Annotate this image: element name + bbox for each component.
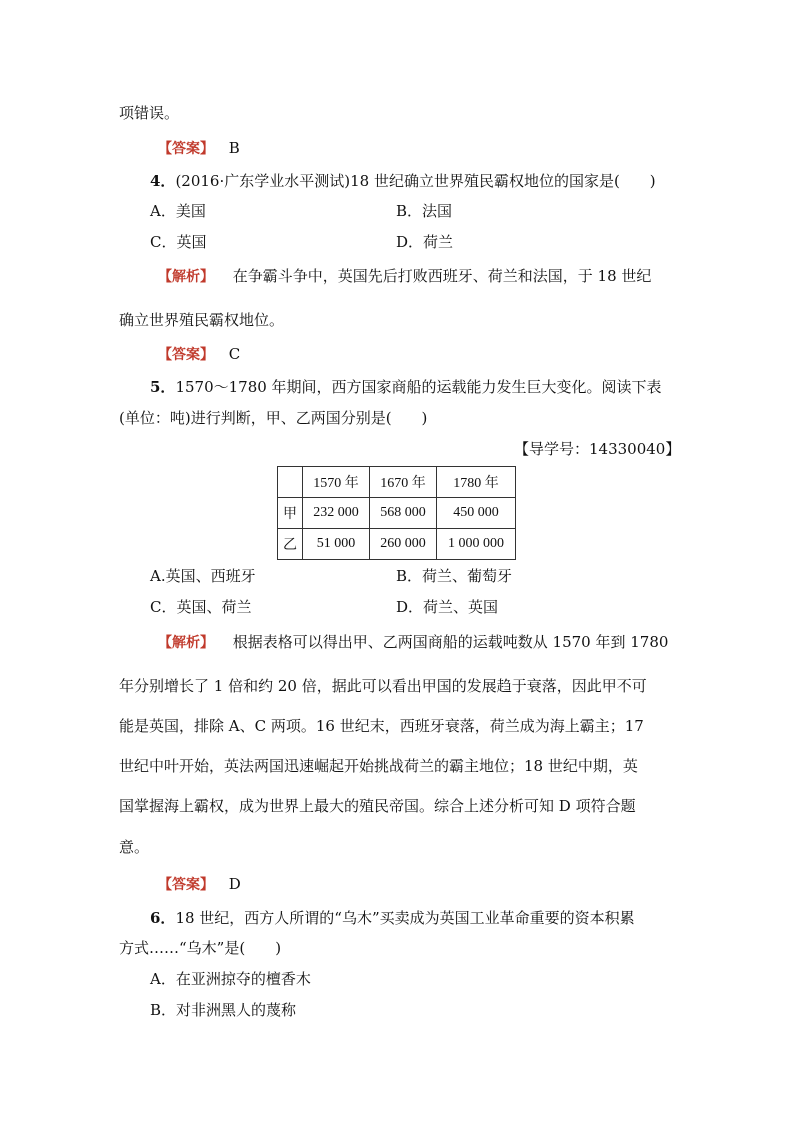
answer-value: C bbox=[228, 345, 241, 363]
option-a: A．美国 bbox=[150, 202, 206, 220]
table-cell: 260 000 bbox=[370, 529, 437, 560]
analysis-text: 年分别增长了 1 倍和约 20 倍，据此可以看出甲国的发展趋于衰落，因此甲不可 bbox=[119, 677, 647, 695]
answer-row bbox=[158, 138, 240, 159]
tonnage-table bbox=[277, 466, 516, 560]
question-number: 5． bbox=[150, 378, 176, 396]
option-d: D．荷兰 bbox=[396, 233, 454, 251]
table-cell: 1 000 000 bbox=[437, 529, 516, 560]
question-text: 1570～1780 年期间，西方国家商船的运载能力发生巨大变化。阅读下表 bbox=[175, 378, 662, 396]
table-cell: 568 000 bbox=[370, 498, 437, 529]
option-c: C．英国 bbox=[150, 233, 207, 251]
answer-value: B bbox=[228, 139, 240, 157]
table-row bbox=[278, 529, 516, 560]
table-header-cell: 1670 年 bbox=[370, 467, 437, 498]
analysis-text: 确立世界殖民霸权地位。 bbox=[119, 311, 285, 329]
analysis-label: 【解析】 bbox=[158, 269, 214, 285]
question-number: 6． bbox=[150, 909, 176, 927]
table-cell: 51 000 bbox=[303, 529, 370, 560]
text-line: 项错误。 bbox=[119, 104, 180, 122]
analysis-label: 【解析】 bbox=[158, 635, 214, 651]
analysis-text: 能是英国，排除 A、C 两项。16 世纪末，西班牙衰落，荷兰成为海上霸主；17 bbox=[119, 717, 644, 735]
table-cell: 450 000 bbox=[437, 498, 516, 529]
question-5 bbox=[150, 377, 662, 397]
table-row bbox=[278, 498, 516, 529]
question-text: (单位：吨)进行判断，甲、乙两国分别是( ) bbox=[119, 409, 428, 427]
analysis-text: 根据表格可以得出甲、乙两国商船的运载吨数从 1570 年到 1780 bbox=[232, 633, 669, 651]
analysis-text: 世纪中叶开始，英法两国迅速崛起开始挑战荷兰的霸主地位；18 世纪中期，英 bbox=[119, 757, 638, 775]
analysis-text: 意。 bbox=[119, 838, 150, 856]
option-c: C．英国、荷兰 bbox=[150, 598, 252, 616]
question-text: (2016·广东学业水平测试)18 世纪确立世界殖民霸权地位的国家是( ) bbox=[175, 172, 656, 190]
answer-label: 【答案】 bbox=[158, 141, 214, 157]
reference-number: 【导学号：14330040】 bbox=[514, 440, 681, 458]
table-row-label: 乙 bbox=[278, 529, 303, 560]
question-4 bbox=[150, 171, 656, 191]
question-text: 18 世纪，西方人所谓的“乌木”买卖成为英国工业革命重要的资本积累 bbox=[175, 909, 635, 927]
analysis-row bbox=[158, 266, 651, 287]
table-row-label: 甲 bbox=[278, 498, 303, 529]
analysis-text: 国掌握海上霸权，成为世界上最大的殖民帝国。综合上述分析可知 D 项符合题 bbox=[119, 797, 636, 815]
table-cell: 232 000 bbox=[303, 498, 370, 529]
question-number: 4． bbox=[150, 172, 176, 190]
table-header-cell: 1780 年 bbox=[437, 467, 516, 498]
question-text: 方式……“乌木”是( ) bbox=[119, 939, 282, 957]
answer-label: 【答案】 bbox=[158, 347, 214, 363]
option-a: A.英国、西班牙 bbox=[150, 567, 256, 585]
answer-label: 【答案】 bbox=[158, 877, 214, 893]
option-a: A．在亚洲掠夺的檀香木 bbox=[150, 970, 311, 988]
answer-row bbox=[158, 874, 241, 895]
option-d: D．荷兰、英国 bbox=[396, 598, 499, 616]
answer-row bbox=[158, 344, 240, 365]
analysis-text: 在争霸斗争中，英国先后打败西班牙、荷兰和法国，于 18 世纪 bbox=[232, 267, 652, 285]
option-b: B．对非洲黑人的蔑称 bbox=[150, 1001, 297, 1019]
table-header-cell: 1570 年 bbox=[303, 467, 370, 498]
analysis-row bbox=[158, 632, 668, 653]
question-6 bbox=[150, 908, 635, 928]
answer-value: D bbox=[228, 875, 241, 893]
table-cell bbox=[278, 467, 303, 498]
option-b: B．荷兰、葡萄牙 bbox=[396, 567, 513, 585]
table-header-row bbox=[278, 467, 516, 498]
option-b: B．法国 bbox=[396, 202, 453, 220]
